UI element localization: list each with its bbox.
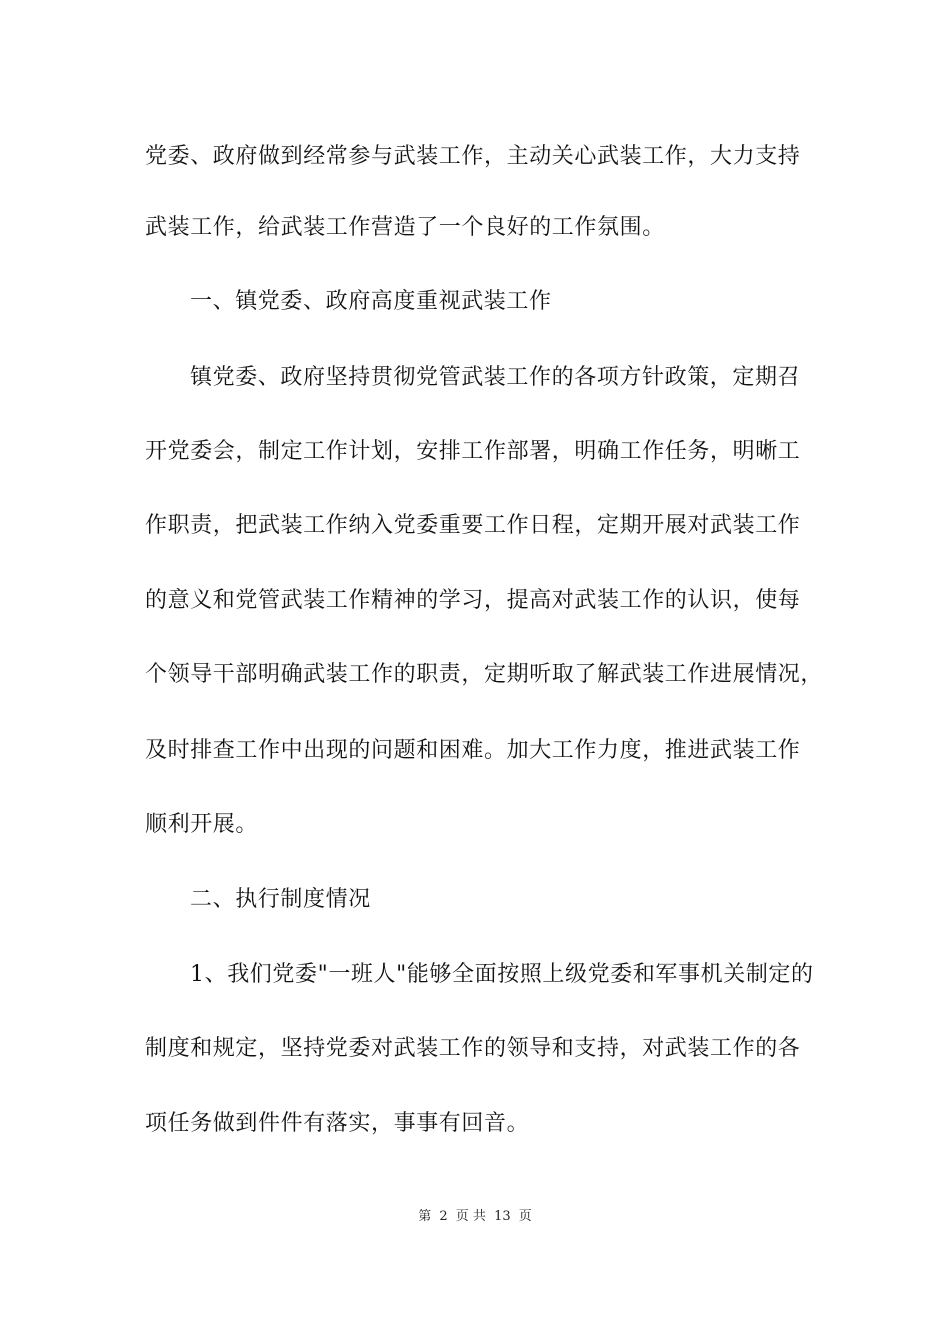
section-heading: 一、镇党委、政府高度重视武装工作 <box>190 289 552 314</box>
paragraph-line: 项任务做到件件有落实，事事有回音。 <box>145 1111 530 1136</box>
paragraph-line: 的意义和党管武装工作精神的学习，提高对武装工作的认识，使每 <box>145 588 801 613</box>
paragraph-line: 1、我们党委"一班人"能够全面按照上级党委和军事机关制定的 <box>190 962 814 987</box>
paragraph-line: 党委、政府做到经常参与武装工作，主动关心武装工作，大力支持 <box>145 144 801 169</box>
paragraph-line: 顺利开展。 <box>145 812 259 837</box>
footer-suffix: 页 <box>518 1209 532 1224</box>
footer-total-pages: 13 <box>494 1209 511 1224</box>
footer-mid: 页 共 <box>455 1209 486 1224</box>
paragraph-line: 武装工作，给武装工作营造了一个良好的工作氛围。 <box>145 215 665 240</box>
paragraph-line: 及时排查工作中出现的问题和困难。加大工作力度，推进武装工作 <box>145 738 801 763</box>
footer-prefix: 第 <box>418 1209 432 1224</box>
paragraph-line: 开党委会，制定工作计划，安排工作部署，明确工作任务，明晰工 <box>145 439 801 464</box>
page-footer <box>0 1208 950 1226</box>
section-heading: 二、执行制度情况 <box>190 887 371 912</box>
paragraph-line: 作职责，把武装工作纳入党委重要工作日程，定期开展对武装工作 <box>145 513 801 538</box>
footer-current-page: 2 <box>439 1209 448 1224</box>
paragraph-line: 制度和规定，坚持党委对武装工作的领导和支持，对武装工作的各 <box>145 1036 801 1061</box>
paragraph-line: 镇党委、政府坚持贯彻党管武装工作的各项方针政策，定期召 <box>190 365 801 390</box>
paragraph-line: 个领导干部明确武装工作的职责，定期听取了解武装工作进展情况， <box>145 662 824 687</box>
